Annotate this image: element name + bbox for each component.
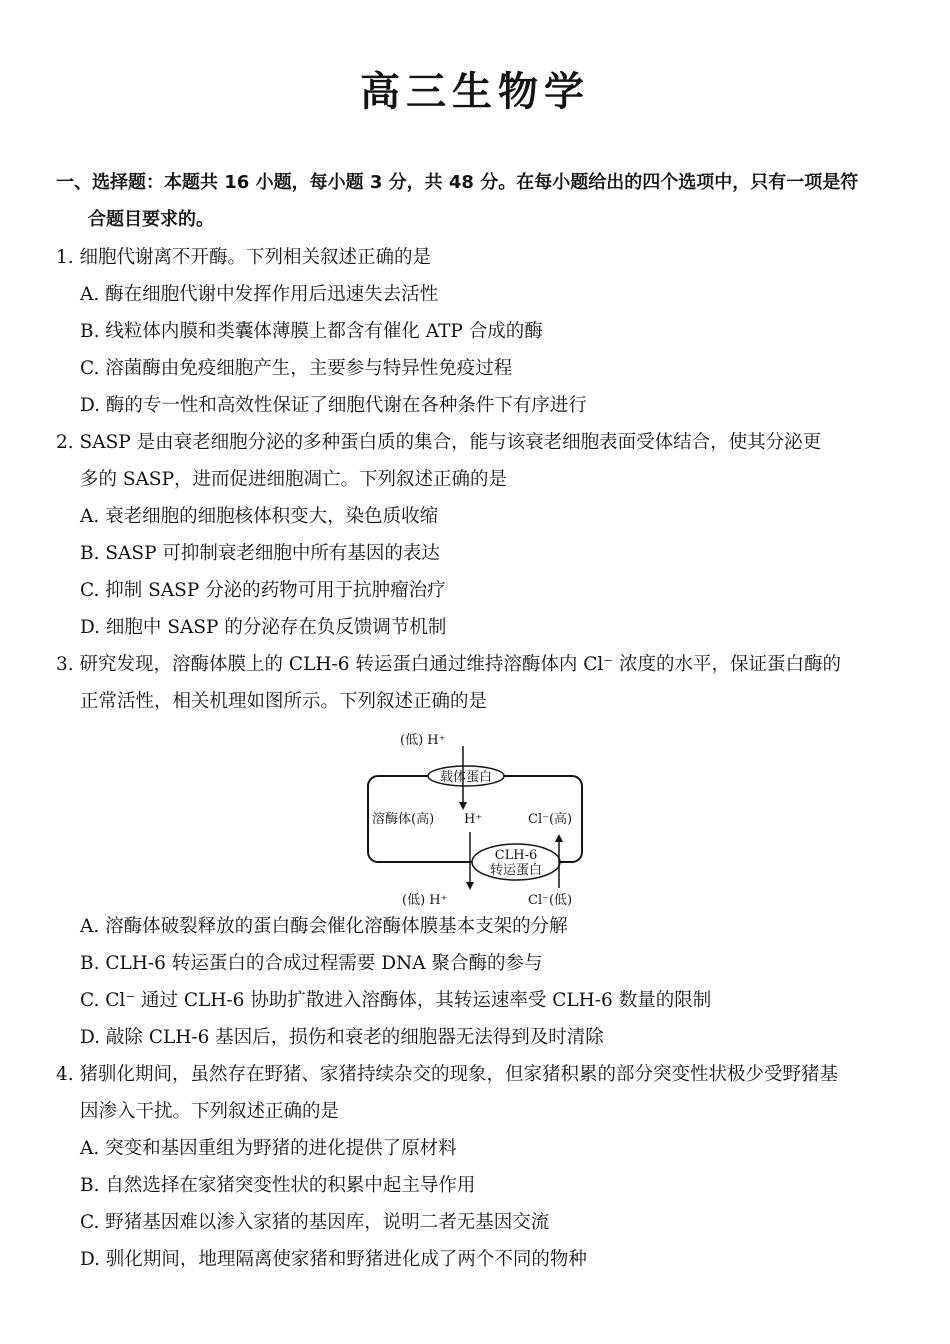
diagram-lysosome-label: 溶酶体(高) (372, 812, 435, 827)
section-heading: 一、选择题：本题共 16 小题，每小题 3 分，共 48 分。在每小题给出的四个选项中，只有一项是符 (56, 172, 859, 193)
question-4-option-d: D. 驯化期间，地理隔离使家猪和野猪进化成了两个不同的物种 (80, 1249, 587, 1270)
diagram-top-label: (低) H⁺ (400, 733, 446, 748)
question-3-stem: 3. 研究发现，溶酶体膜上的 CLH-6 转运蛋白通过维持溶酶体内 Cl⁻ 浓度的水平，保证蛋白酶的 (56, 654, 841, 675)
h-in-arrowhead (459, 802, 467, 810)
section-heading-cont: 合题目要求的。 (88, 209, 214, 230)
question-3-stem-cont: 正常活性，相关机理如图所示。下列叙述正确的是 (80, 691, 488, 712)
question-3-option-b: B. CLH-6 转运蛋白的合成过程需要 DNA 聚合酶的参与 (80, 953, 543, 974)
question-1-option-c: C. 溶菌酶由免疫细胞产生，主要参与特异性免疫过程 (80, 358, 513, 379)
question-4-option-a: A. 突变和基因重组为野猪的进化提供了原材料 (80, 1138, 457, 1159)
question-1-option-a: A. 酶在细胞代谢中发挥作用后迅速失去活性 (80, 284, 439, 305)
question-1-option-d: D. 酶的专一性和高效性保证了细胞代谢在各种条件下有序进行 (80, 395, 587, 416)
cl-in-arrowhead (555, 834, 563, 842)
question-4-stem: 4. 猪驯化期间，虽然存在野猪、家猪持续杂交的现象，但家猪积累的部分突变性状极少受野猪基 (56, 1064, 839, 1085)
question-2-option-c: C. 抑制 SASP 分泌的药物可用于抗肿瘤治疗 (80, 580, 446, 601)
question-2-option-d: D. 细胞中 SASP 的分泌存在负反馈调节机制 (80, 617, 447, 638)
question-1-option-b: B. 线粒体内膜和类囊体薄膜上都含有催化 ATP 合成的酶 (80, 321, 543, 342)
h-out-arrowhead (466, 882, 474, 890)
diagram-clh6-line2: 转运蛋白 (489, 863, 543, 878)
question-3-option-a: A. 溶酶体破裂释放的蛋白酶会催化溶酶体膜基本支架的分解 (80, 916, 568, 937)
lysosome-diagram (360, 728, 590, 908)
question-2-stem-cont: 多的 SASP，进而促进细胞凋亡。下列叙述正确的是 (80, 469, 508, 490)
question-1-stem: 1. 细胞代谢离不开酶。下列相关叙述正确的是 (56, 247, 432, 268)
question-2-stem: 2. SASP 是由衰老细胞分泌的多种蛋白质的集合，能与该衰老细胞表面受体结合，使其分泌更 (56, 432, 822, 453)
question-4-option-c: C. 野猪基因难以渗入家猪的基因库，说明二者无基因交流 (80, 1212, 550, 1233)
diagram-clh6-line1: CLH-6 (494, 848, 538, 863)
question-3-option-c: C. Cl⁻ 通过 CLH-6 协助扩散进入溶酶体，其转运速率受 CLH-6 数量的限制 (80, 990, 712, 1011)
diagram-carrier-label: 载体蛋白 (439, 770, 493, 785)
diagram-cl-inside: Cl⁻(高) (528, 812, 573, 827)
question-3-option-d: D. 敲除 CLH-6 基因后，损伤和衰老的细胞器无法得到及时清除 (80, 1027, 604, 1048)
question-4-option-b: B. 自然选择在家猪突变性状的积累中起主导作用 (80, 1175, 476, 1196)
question-4-stem-cont: 因渗入干扰。下列叙述正确的是 (80, 1101, 340, 1122)
diagram-bottom-cl: Cl⁻(低) (528, 893, 573, 908)
diagram-h-inside: H⁺ (464, 812, 483, 827)
page-title: 高三生物学 (360, 69, 590, 115)
diagram-bottom-h: (低) H⁺ (402, 893, 448, 908)
question-2-option-b: B. SASP 可抑制衰老细胞中所有基因的表达 (80, 543, 440, 564)
question-2-option-a: A. 衰老细胞的细胞核体积变大，染色质收缩 (80, 506, 439, 527)
